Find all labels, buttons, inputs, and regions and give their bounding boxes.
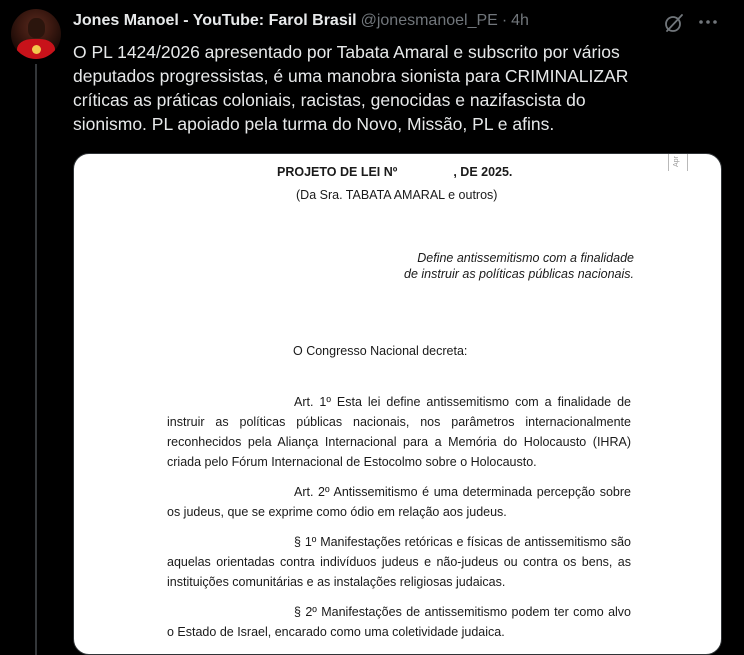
document-paragraph-2 [167,602,631,642]
article-line: § 2º Manifestações de antissemitismo podem ter como alvo [294,605,631,619]
timestamp[interactable]: 4h [511,12,529,29]
document-article-1 [167,392,631,472]
article-line: os judeus, que se exprime como ódio em relação aos judeus. [167,505,507,519]
tweet-text-line: deputados progressistas, é uma manobra sionista para CRIMINALIZAR [73,66,629,86]
document-author-line: (Da Sra. TABATA AMARAL e outros) [296,188,498,202]
document-page [74,154,721,654]
tweet-text [73,40,713,136]
author-name[interactable]: Jones Manoel - YouTube: Farol Brasil [73,12,357,29]
grok-icon[interactable] [664,13,684,33]
header-separator: · [501,12,508,29]
article-line: instruir as políticas públicas nacionais, nos parâmetros internacionalmente [167,415,631,429]
document-title [277,165,512,179]
author-handle[interactable]: @jonesmanoel_PE [360,12,498,29]
document-ementa [372,250,634,282]
article-line: criada pelo Fórum Internacional de Estocolmo sobre o Holocausto. [167,455,537,469]
document-article-2 [167,482,631,522]
attached-document-image[interactable] [73,153,722,655]
article-line: aquelas orientadas contra indivíduos judeus e não-judeus ou contra os bens, as [167,555,631,569]
ementa-line: de instruir as políticas públicas nacionais. [404,267,634,281]
avatar-shirt-mark [32,45,41,54]
article-line: o Estado de Israel, encarado como uma coletividade judaica. [167,625,505,639]
document-stamp: Apr [668,153,688,171]
article-line: § 1º Manifestações retóricas e físicas de antissemitismo são [294,535,631,549]
article-line: instituições comunitárias e as instalações religiosas judaicas. [167,575,506,589]
document-paragraph-1 [167,532,631,592]
tweet-text-line: O PL 1424/2026 apresentado por Tabata Amaral e subscrito por vários [73,42,620,62]
avatar-head [28,18,45,38]
article-line: Art. 2º Antissemitismo é uma determinada percepção sobre [294,485,631,499]
document-title-right: , DE 2025. [453,165,513,179]
article-line: reconhecidos pela Aliança Internacional para a Memória do Holocausto (IHRA) [167,435,631,449]
article-line: Art. 1º Esta lei define antissemitismo com a finalidade de [294,395,631,409]
tweet-text-line: críticas as práticas coloniais, racistas, genocidas e nazifascista do [73,90,586,110]
tweet-text-line: sionismo. PL apoiado pela turma do Novo, Missão, PL e afins. [73,114,555,134]
document-enacting-clause: O Congresso Nacional decreta: [293,344,468,358]
author-avatar[interactable] [11,9,61,59]
document-title-left: PROJETO DE LEI Nº [277,165,398,179]
tweet-header [73,12,529,34]
ementa-line: Define antissemitismo com a finalidade [417,251,634,265]
more-options-icon[interactable] [697,11,719,33]
thread-line [35,64,37,655]
